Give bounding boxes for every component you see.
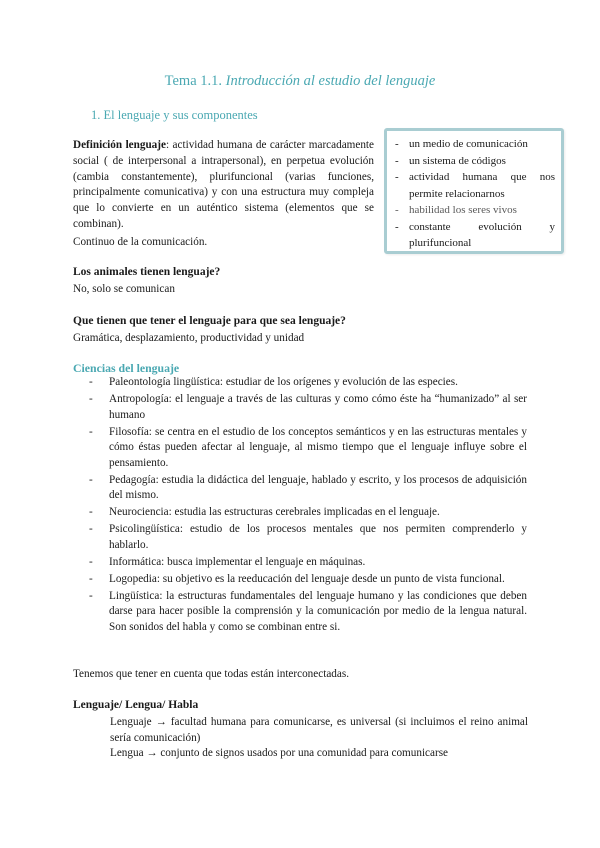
question: Que tienen que tener el lenguaje para que sea lenguaje? xyxy=(73,315,346,327)
summary-item: - habilidad los seres vivos xyxy=(395,204,517,216)
page-title xyxy=(0,73,600,90)
definition-continuation: Continuo de la comunicación. xyxy=(73,236,208,248)
summary-item: - actividad humana que nos permite relacionarnos xyxy=(395,171,555,200)
list-item: - Filosofía: se centra en el estudio de los conceptos semánticos y en las estructuras mentales y cómo éstas pueden afectar al lenguaje, al mismo tiempo que el lenguaje influye sobre el pensamiento. xyxy=(89,425,527,469)
list-item: - Psicolingüística: estudio de los procesos mentales que nos permiten comprenderlo y hablarlo. xyxy=(89,523,527,551)
question: Los animales tienen lenguaje? xyxy=(73,266,221,278)
title-prefix: Tema 1.1. xyxy=(164,73,226,89)
summary-item: - un sistema de códigos xyxy=(395,154,506,167)
title-italic: Introducción al estudio del lenguaje xyxy=(225,73,436,89)
answer: No, solo se comunican xyxy=(73,283,175,295)
ciencias-note: Tenemos que tener en cuenta que todas están interconectadas. xyxy=(73,668,349,680)
summary-item: - un medio de comunicación xyxy=(395,138,528,150)
ciencias-heading: Ciencias del lenguaje xyxy=(73,361,180,375)
list-item: - Neurociencia: estudia las estructuras cerebrales implicadas en el lenguaje. xyxy=(89,506,440,519)
list-item: - Antropología: el lenguaje a través de las culturas y como cómo éste ha “humanizado” al ser humano xyxy=(89,392,527,421)
definition-paragraph xyxy=(73,138,374,233)
ciencias-list xyxy=(89,375,527,637)
summary-item: - constante evolución y plurifuncional xyxy=(395,220,555,249)
summary-box xyxy=(384,128,564,254)
list-item: - Pedagogía: estudia la didáctica del lenguaje, hablado y escrito, y los procesos de adquisición del mismo. xyxy=(89,473,527,502)
lenguaje-definition: Lenguaje → facultad humana para comunicarse, es universal (si incluimos el reino animal sería comunicación) xyxy=(110,716,528,744)
answer: Gramática, desplazamiento, productividad y unidad xyxy=(73,332,305,344)
lenguaje-heading: Lenguaje/ Lengua/ Habla xyxy=(73,699,199,711)
definition-term: Definición lenguaje xyxy=(73,139,166,151)
list-item: - Informática: busca implementar el lenguaje en máquinas. xyxy=(89,555,366,568)
list-item: - Paleontología lingüística: estudiar de los orígenes y evolución de las especies. xyxy=(89,376,458,388)
list-item: - Lingüística: la estructuras fundamentales del lenguaje humano y las condiciones que deben darse para hacer posible la comprensión y la comunicación por medio de la lengua natural. Son sonidos del habla y como se combinan entre si. xyxy=(89,589,527,634)
lengua-definition: Lengua → conjunto de signos usados por una comunidad para comunicarse xyxy=(110,747,449,759)
definition-text: : actividad humana de carácter marcadamente social ( de interpersonal a intrapersonal), en perpetua evolución (cambia constantemente), plurifuncional (varias funciones, principalmente comunicativa) y con una estructura muy compleja que lo convierte en un auténtico sistema (elementos que se combinan). xyxy=(73,139,374,230)
summary-list xyxy=(395,136,555,252)
list-item: - Logopedia: su objetivo es la reeducación del lenguaje desde un punto de vista funcional. xyxy=(89,572,505,585)
section-heading: 1. El lenguaje y sus componentes xyxy=(91,108,258,122)
